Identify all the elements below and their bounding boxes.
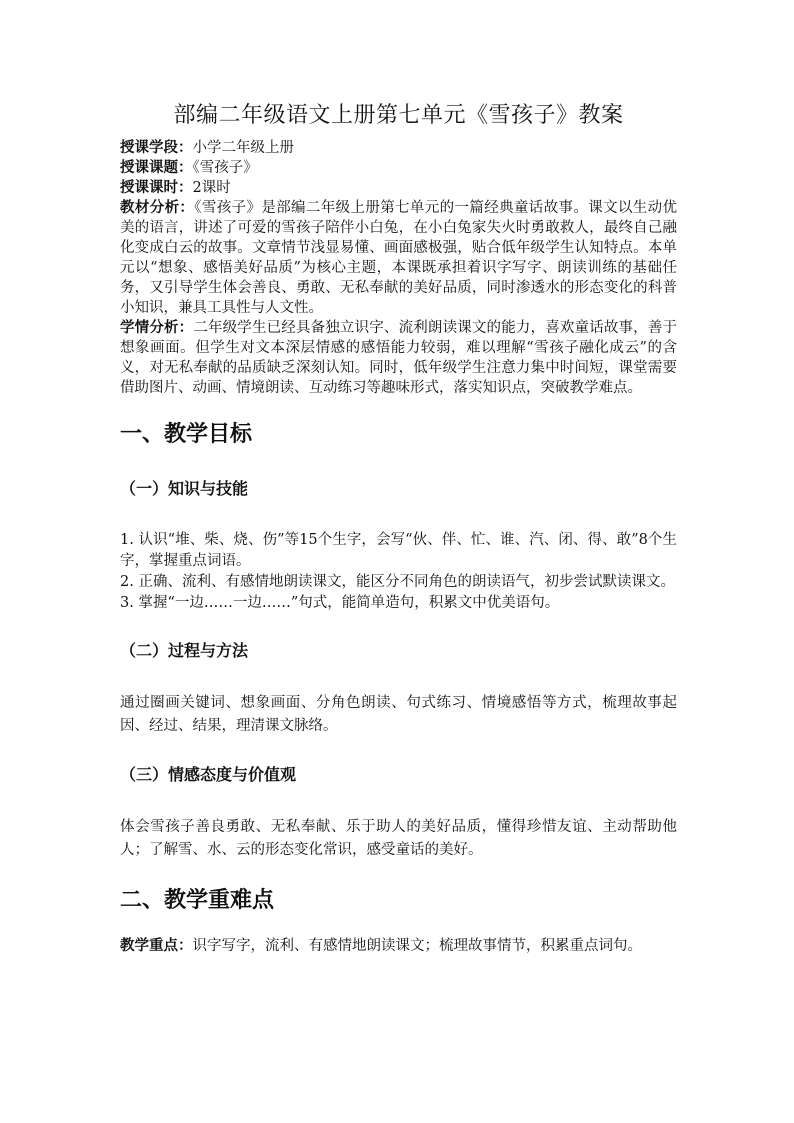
- key-points-text: [120, 934, 677, 958]
- info-grade: [120, 138, 677, 158]
- key-points-label: 教学重点：: [120, 937, 193, 954]
- subheading-values: （三）情感态度与价值观: [120, 765, 297, 784]
- list-item: 3. 掌握“一边……一边……”句式，能简单造句，积累文中优美语句。: [120, 595, 560, 611]
- process-text: 通过圈画关键词、想象画面、分角色朗读、句式练习、情境感悟等方式，梳理故事起因、经过、结果，理清课文脉络。: [120, 695, 677, 734]
- info-value: 小学二年级上册: [192, 140, 294, 156]
- student-analysis-label: 学情分析：: [120, 319, 194, 336]
- key-points-content: 识字写字，流利、有感情地朗读课文；梳理故事情节，积累重点词句。: [192, 938, 642, 954]
- info-label: 授课学段：: [120, 139, 193, 156]
- info-value: 2课时: [192, 180, 231, 196]
- document-title: 部编二年级语文上册第七单元《雪孩子》教案: [173, 103, 624, 128]
- student-analysis: [120, 318, 677, 398]
- info-label: 授课课时：: [120, 179, 193, 196]
- section-heading-goals: 一、教学目标: [120, 422, 253, 447]
- list-item: 2. 正确、流利、有感情地朗读课文，能区分不同角色的朗读语气，初步尝试默读课文。: [120, 574, 675, 590]
- subheading-process: （二）过程与方法: [120, 641, 249, 660]
- info-periods: [120, 178, 677, 198]
- info-value: 《雪孩子》: [192, 160, 258, 176]
- knowledge-list: [120, 530, 677, 614]
- info-topic: [120, 158, 677, 178]
- section-heading-key-points: 二、教学重难点: [120, 888, 275, 913]
- textbook-analysis-text: 《雪孩子》是部编二年级上册第七单元的一篇经典童话故事。课文以生动优美的语言，讲述了可爱的雪孩子陪伴小白兔，在小白兔家失火时勇敢救人，最终自己融化变成白云的故事。文章情节浅显易懂、画面感极强，贴合低年级学生认知特点。本单元以“想象、感悟美好品质”为核心主题，本课既承担着识字写字、朗读训练的基础任务，又引导学生体会善良、勇敢、无私奉献的美好品质，同时渗透水的形态变化的科普小知识，兼具工具性与人文性。: [120, 200, 678, 316]
- textbook-analysis: [120, 198, 677, 318]
- info-label: 授课课题：: [120, 159, 193, 176]
- list-item: 1. 认识“堆、柴、烧、伤”等15个生字，会写“伙、伴、忙、谁、汽、闭、得、敢”8个生字，掌握重点词语。: [120, 532, 677, 569]
- values-text: 体会雪孩子善良勇敢、无私奉献、乐于助人的美好品质，懂得珍惜友谊、主动帮助他人；了解雪、水、云的形态变化常识，感受童话的美好。: [120, 819, 677, 858]
- subheading-knowledge: （一）知识与技能: [120, 479, 249, 498]
- lesson-info: [120, 138, 677, 398]
- student-analysis-text: 二年级学生已经具备独立识字、流利朗读课文的能力，喜欢童话故事，善于想象画面。但学生对文本深层情感的感悟能力较弱，难以理解“雪孩子融化成云”的含义，对无私奉献的品质缺乏深刻认知。同时，低年级学生注意力集中时间短，课堂需要借助图片、动画、情境朗读、互动练习等趣味形式，落实知识点，突破教学难点。: [120, 320, 677, 396]
- textbook-analysis-label: 教材分析：: [120, 199, 195, 216]
